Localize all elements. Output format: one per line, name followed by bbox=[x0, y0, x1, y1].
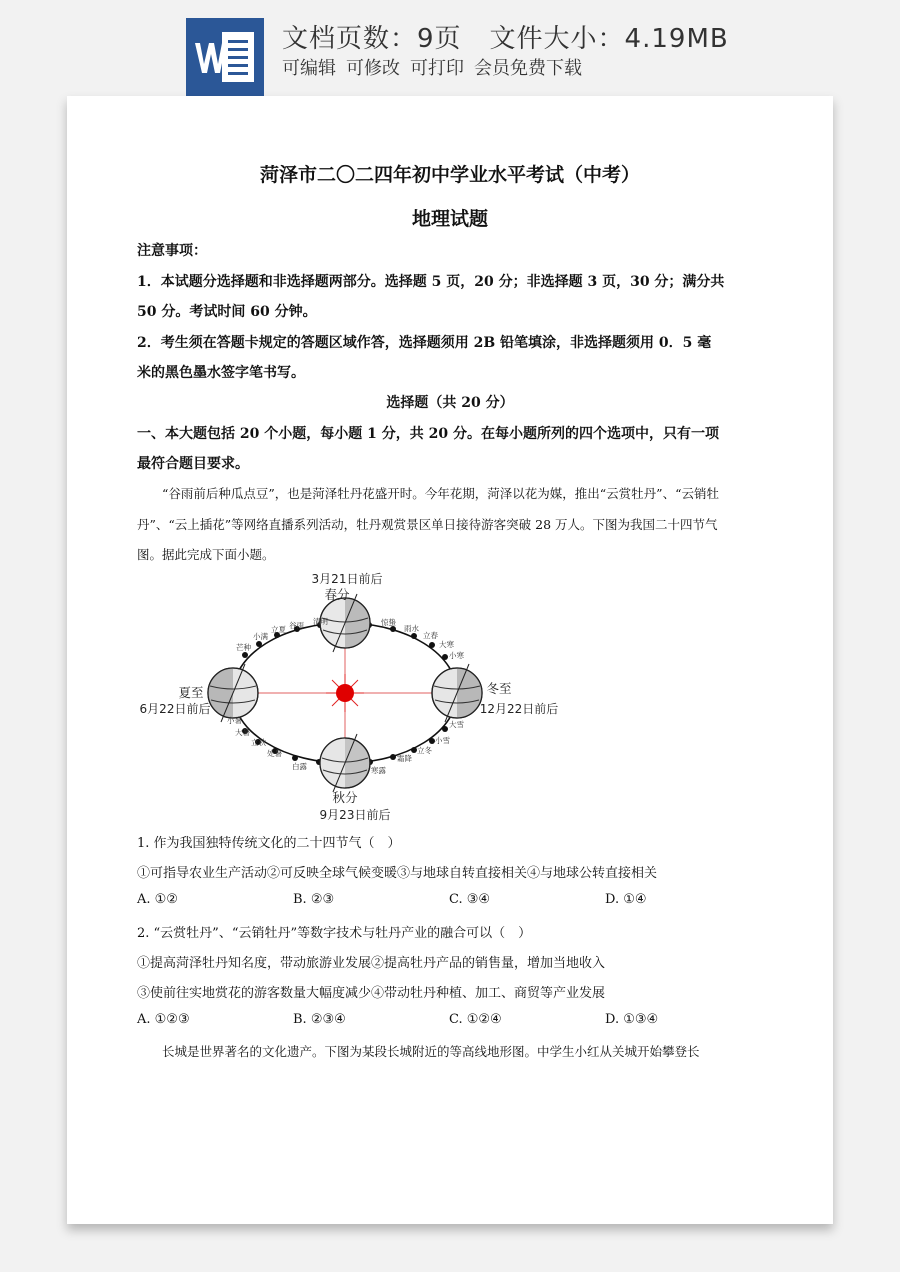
passage-great-wall: 长城是世界著名的文化遗产。下图为某段长城附近的等高线地形图。中学生小红从关城开始攀登长 bbox=[162, 1044, 700, 1059]
feature-modifiable: 可修改 bbox=[346, 58, 400, 79]
q2-option-d: D. ①③④ bbox=[605, 1012, 659, 1027]
spring-label: 春分 bbox=[324, 587, 350, 602]
summer-date-label: 6月22日前后 bbox=[139, 702, 211, 716]
term-label: 芒种 bbox=[236, 643, 251, 652]
earth-winter-icon bbox=[432, 664, 482, 722]
spring-date-label: 3月21日前后 bbox=[311, 572, 383, 586]
q2-option-b: B. ②③④ bbox=[293, 1012, 346, 1027]
feature-printable: 可打印 bbox=[410, 58, 464, 79]
term-label: 立冬 bbox=[417, 746, 432, 755]
term-label: 白露 bbox=[292, 762, 307, 771]
page-count: 文档页数：9页 bbox=[282, 24, 462, 54]
earth-autumn-icon bbox=[320, 734, 370, 792]
term-label: 大暑 bbox=[235, 728, 250, 737]
summer-label: 夏至 bbox=[178, 685, 204, 700]
question-1: 1. 作为我国独特传统文化的二十四节气（ ） bbox=[137, 836, 401, 851]
part-instruction-line-2: 最符合题目要求。 bbox=[137, 456, 249, 472]
word-document-icon bbox=[186, 18, 264, 96]
sun-icon bbox=[326, 674, 364, 712]
q1-option-b: B. ②③ bbox=[293, 892, 335, 907]
term-label: 小暑 bbox=[227, 716, 242, 725]
exam-subtitle: 地理试题 bbox=[411, 208, 488, 230]
term-label: 惊蛰 bbox=[381, 618, 396, 627]
autumn-label: 秋分 bbox=[332, 790, 358, 805]
feature-free-download: 会员免费下载 bbox=[474, 58, 582, 79]
term-label: 立春 bbox=[423, 631, 438, 640]
term-label: 霜降 bbox=[397, 754, 412, 763]
term-label: 立夏 bbox=[271, 625, 286, 634]
q1-option-d: D. ①④ bbox=[605, 892, 647, 907]
term-label: 小雪 bbox=[435, 736, 450, 745]
notice-2-line-2: 米的黑色墨水签字笔书写。 bbox=[137, 365, 305, 381]
notice-2-line-1: 2．考生须在答题卡规定的答题区域作答，选择题须用 2B 铅笔填涂，非选择题须用 0．5 毫 bbox=[137, 335, 712, 351]
file-size: 文件大小：4.19MB bbox=[489, 24, 729, 54]
term-label: 清明 bbox=[313, 617, 328, 626]
autumn-date-label: 9月23日前后 bbox=[319, 808, 391, 822]
notice-heading: 注意事项： bbox=[137, 243, 207, 259]
question-2-statements-1: ①提高菏泽牡丹知名度，带动旅游业发展②提高牡丹产品的销售量，增加当地收入 bbox=[137, 956, 606, 971]
passage-line-2: 丹”、“云上插花”等网络直播系列活动，牡丹观赏景区单日接待游客突破 28 万人。下图为我国二十四节气 bbox=[137, 517, 718, 532]
q2-option-c: C. ①②④ bbox=[449, 1012, 502, 1027]
question-2-statements-2: ③使前往实地赏花的游客数量大幅度减少④带动牡丹种植、加工、商贸等产业发展 bbox=[137, 986, 606, 1001]
earth-summer-icon bbox=[208, 664, 258, 722]
notice-1-line-1: 1．本试题分选择题和非选择题两部分。选择题 5 页，20 分；非选择题 3 页，30 分；满分共 bbox=[137, 274, 725, 290]
passage-line-1: “谷雨前后种瓜点豆”，也是菏泽牡丹花盛开时。今年花期，菏泽以花为媒，推出“云赏牡丹”、“云销牡 bbox=[162, 486, 719, 501]
document-meta-line bbox=[282, 18, 729, 55]
question-2: 2. “云赏牡丹”、“云销牡丹”等数字技术与牡丹产业的融合可以（ ） bbox=[137, 926, 532, 941]
document-info-header bbox=[0, 0, 900, 96]
exam-title: 菏泽市二〇二四年初中学业水平考试（中考） bbox=[259, 164, 640, 186]
term-label: 处暑 bbox=[267, 749, 282, 758]
notice-1-line-2: 50 分。考试时间 60 分钟。 bbox=[137, 304, 317, 320]
q2-option-a: A. ①②③ bbox=[137, 1012, 190, 1027]
term-label: 谷雨 bbox=[289, 621, 304, 630]
feature-list bbox=[282, 54, 592, 80]
term-label: 大寒 bbox=[439, 640, 454, 649]
q1-option-a: A. ①② bbox=[137, 892, 178, 907]
part-instruction-line-1: 一、本大题包括 20 个小题，每小题 1 分，共 20 分。在每小题所列的四个选项中，只有一项 bbox=[137, 426, 719, 442]
document-page bbox=[67, 96, 833, 1224]
term-label: 小满 bbox=[253, 632, 268, 641]
winter-label: 冬至 bbox=[486, 681, 512, 696]
term-label: 小寒 bbox=[449, 651, 464, 660]
q1-option-c: C. ③④ bbox=[449, 892, 491, 907]
term-label: 寒露 bbox=[371, 766, 386, 775]
term-label: 立秋 bbox=[251, 738, 266, 747]
solar-terms-diagram bbox=[127, 566, 567, 826]
winter-date-label: 12月22日前后 bbox=[479, 702, 559, 716]
passage-line-3: 图。据此完成下面小题。 bbox=[137, 547, 275, 562]
section-heading: 选择题（共 20 分） bbox=[386, 395, 514, 411]
term-label: 雨水 bbox=[404, 624, 419, 633]
feature-editable: 可编辑 bbox=[282, 58, 336, 79]
term-label: 大雪 bbox=[449, 720, 464, 729]
question-1-statements: ①可指导农业生产活动②可反映全球气候变暖③与地球自转直接相关④与地球公转直接相关 bbox=[137, 866, 658, 881]
